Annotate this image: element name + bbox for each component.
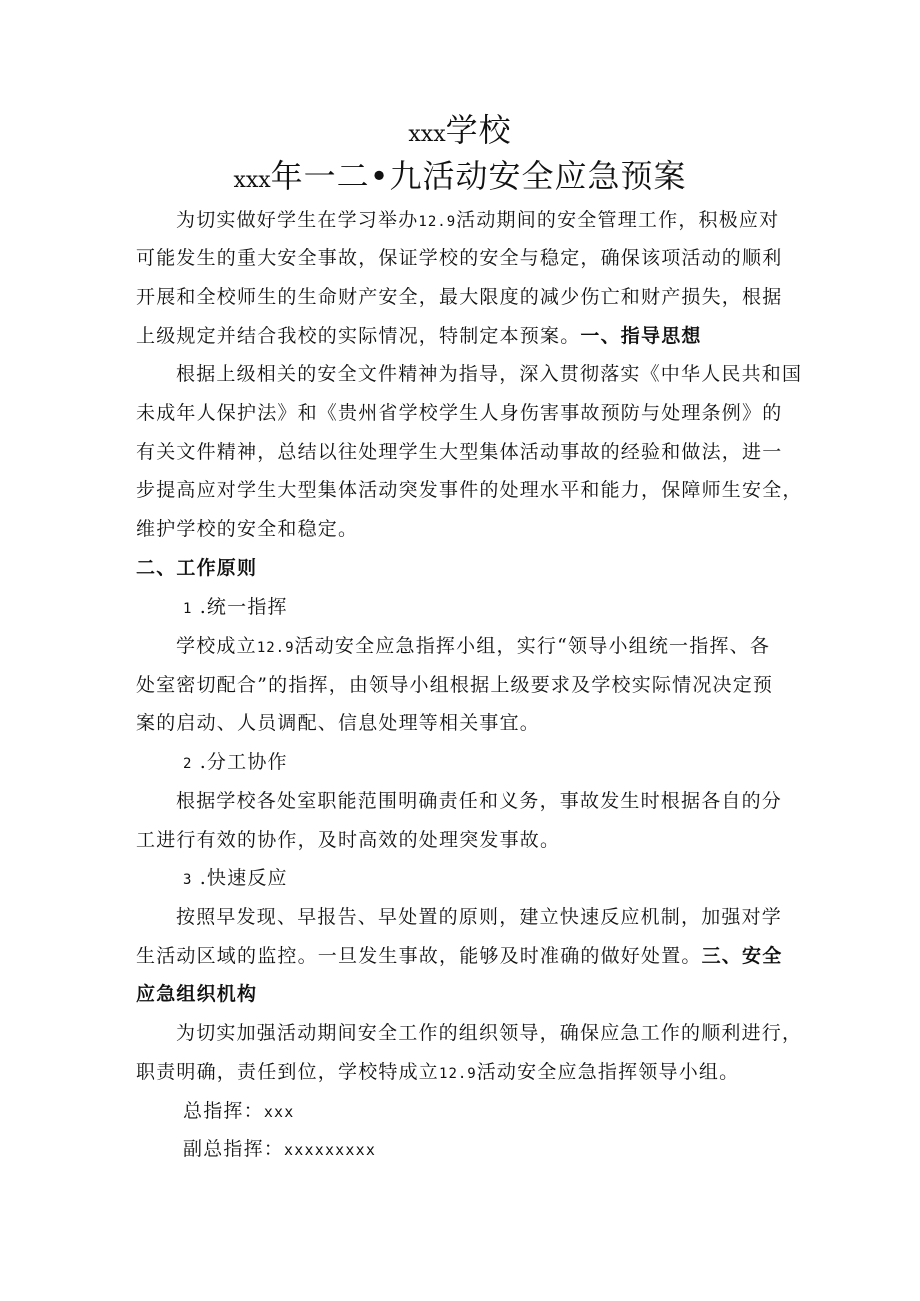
document-title-school <box>0 110 920 155</box>
section-heading-principles: 二、工作原则 <box>136 557 258 579</box>
principle-2-title: 2 .分工协作 <box>183 751 288 773</box>
guiding-line-5: 维护学校的安全和稳定。 <box>136 518 359 540</box>
year-placeholder: xxx <box>233 168 271 193</box>
guiding-line-2: 未成年人保护法》和《贵州省学校学生人身伤害事故预防与处理条例》的 <box>136 402 783 424</box>
principle-3-title: 3 .快速反应 <box>183 867 288 889</box>
section-heading-org-a: 三、安全 <box>701 945 783 967</box>
principle-3-line-2: 生活动区域的监控。一旦发生事故，能够及时准确的做好处置。三、安全 <box>136 945 783 967</box>
principle-1-title: 1 .统一指挥 <box>183 596 288 618</box>
guiding-line-3: 有关文件精神，总结以往处理学生大型集体活动事故的经验和做法，进一 <box>136 441 783 463</box>
guiding-line-4: 步提高应对学生大型集体活动突发事件的处理水平和能力，保障师生安全， <box>136 479 803 501</box>
school-name-placeholder: xxx <box>408 122 446 147</box>
chief-label: 总指挥： <box>183 1100 264 1122</box>
org-line-1: 为切实加强活动期间安全工作的组织领导，确保应急工作的顺利进行， <box>176 1022 803 1044</box>
principle-1-line-1: 学校成立12.9活动安全应急指挥小组，实行“领导小组统一指挥、各 <box>176 635 771 657</box>
principle-3-line-1: 按照早发现、早报告、早处置的原则，建立快速反应机制，加强对学 <box>176 906 783 928</box>
principle-2-line-1: 根据学校各处室职能范围明确责任和义务，事故发生时根据各自的分 <box>176 790 783 812</box>
chief-commander <box>183 1099 295 1124</box>
principle-2-line-2: 工进行有效的协作，及时高效的处理突发事故。 <box>136 829 561 851</box>
school-label: 学校 <box>445 111 512 149</box>
intro-line-2: 可能发生的重大安全事故，保证学校的安全与稳定，确保该项活动的顺利 <box>136 247 783 269</box>
chief-value: xxx <box>263 1103 295 1121</box>
deputy-commander <box>183 1137 376 1162</box>
guiding-line-1: 根据上级相关的安全文件精神为指导，深入贯彻落实《中华人民共和国 <box>176 363 803 385</box>
section-heading-guiding: 一、指导思想 <box>580 325 702 347</box>
intro-line-4: 上级规定并结合我校的实际情况，特制定本预案。一、指导思想 <box>136 325 702 347</box>
intro-line-1: 为切实做好学生在学习举办12.9活动期间的安全管理工作，积极应对 <box>176 209 780 231</box>
section-heading-org-b: 应急组织机构 <box>136 983 258 1005</box>
org-line-2: 职责明确，责任到位，学校特成立12.9活动安全应急指挥领导小组。 <box>136 1061 740 1083</box>
document-title-plan <box>0 156 920 201</box>
principle-1-line-3: 案的启动、人员调配、信息处理等相关事宜。 <box>136 712 541 734</box>
plan-title-text: 年一二•九活动安全应急预案 <box>270 157 687 195</box>
deputy-label: 副总指挥： <box>183 1138 285 1160</box>
principle-1-line-2: 处室密切配合”的指挥，由领导小组根据上级要求及学校实际情况决定预 <box>136 674 774 696</box>
deputy-value: xxxxxxxxx <box>284 1141 377 1159</box>
intro-line-3: 开展和全校师生的生命财产安全，最大限度的减少伤亡和财产损失，根据 <box>136 286 783 308</box>
